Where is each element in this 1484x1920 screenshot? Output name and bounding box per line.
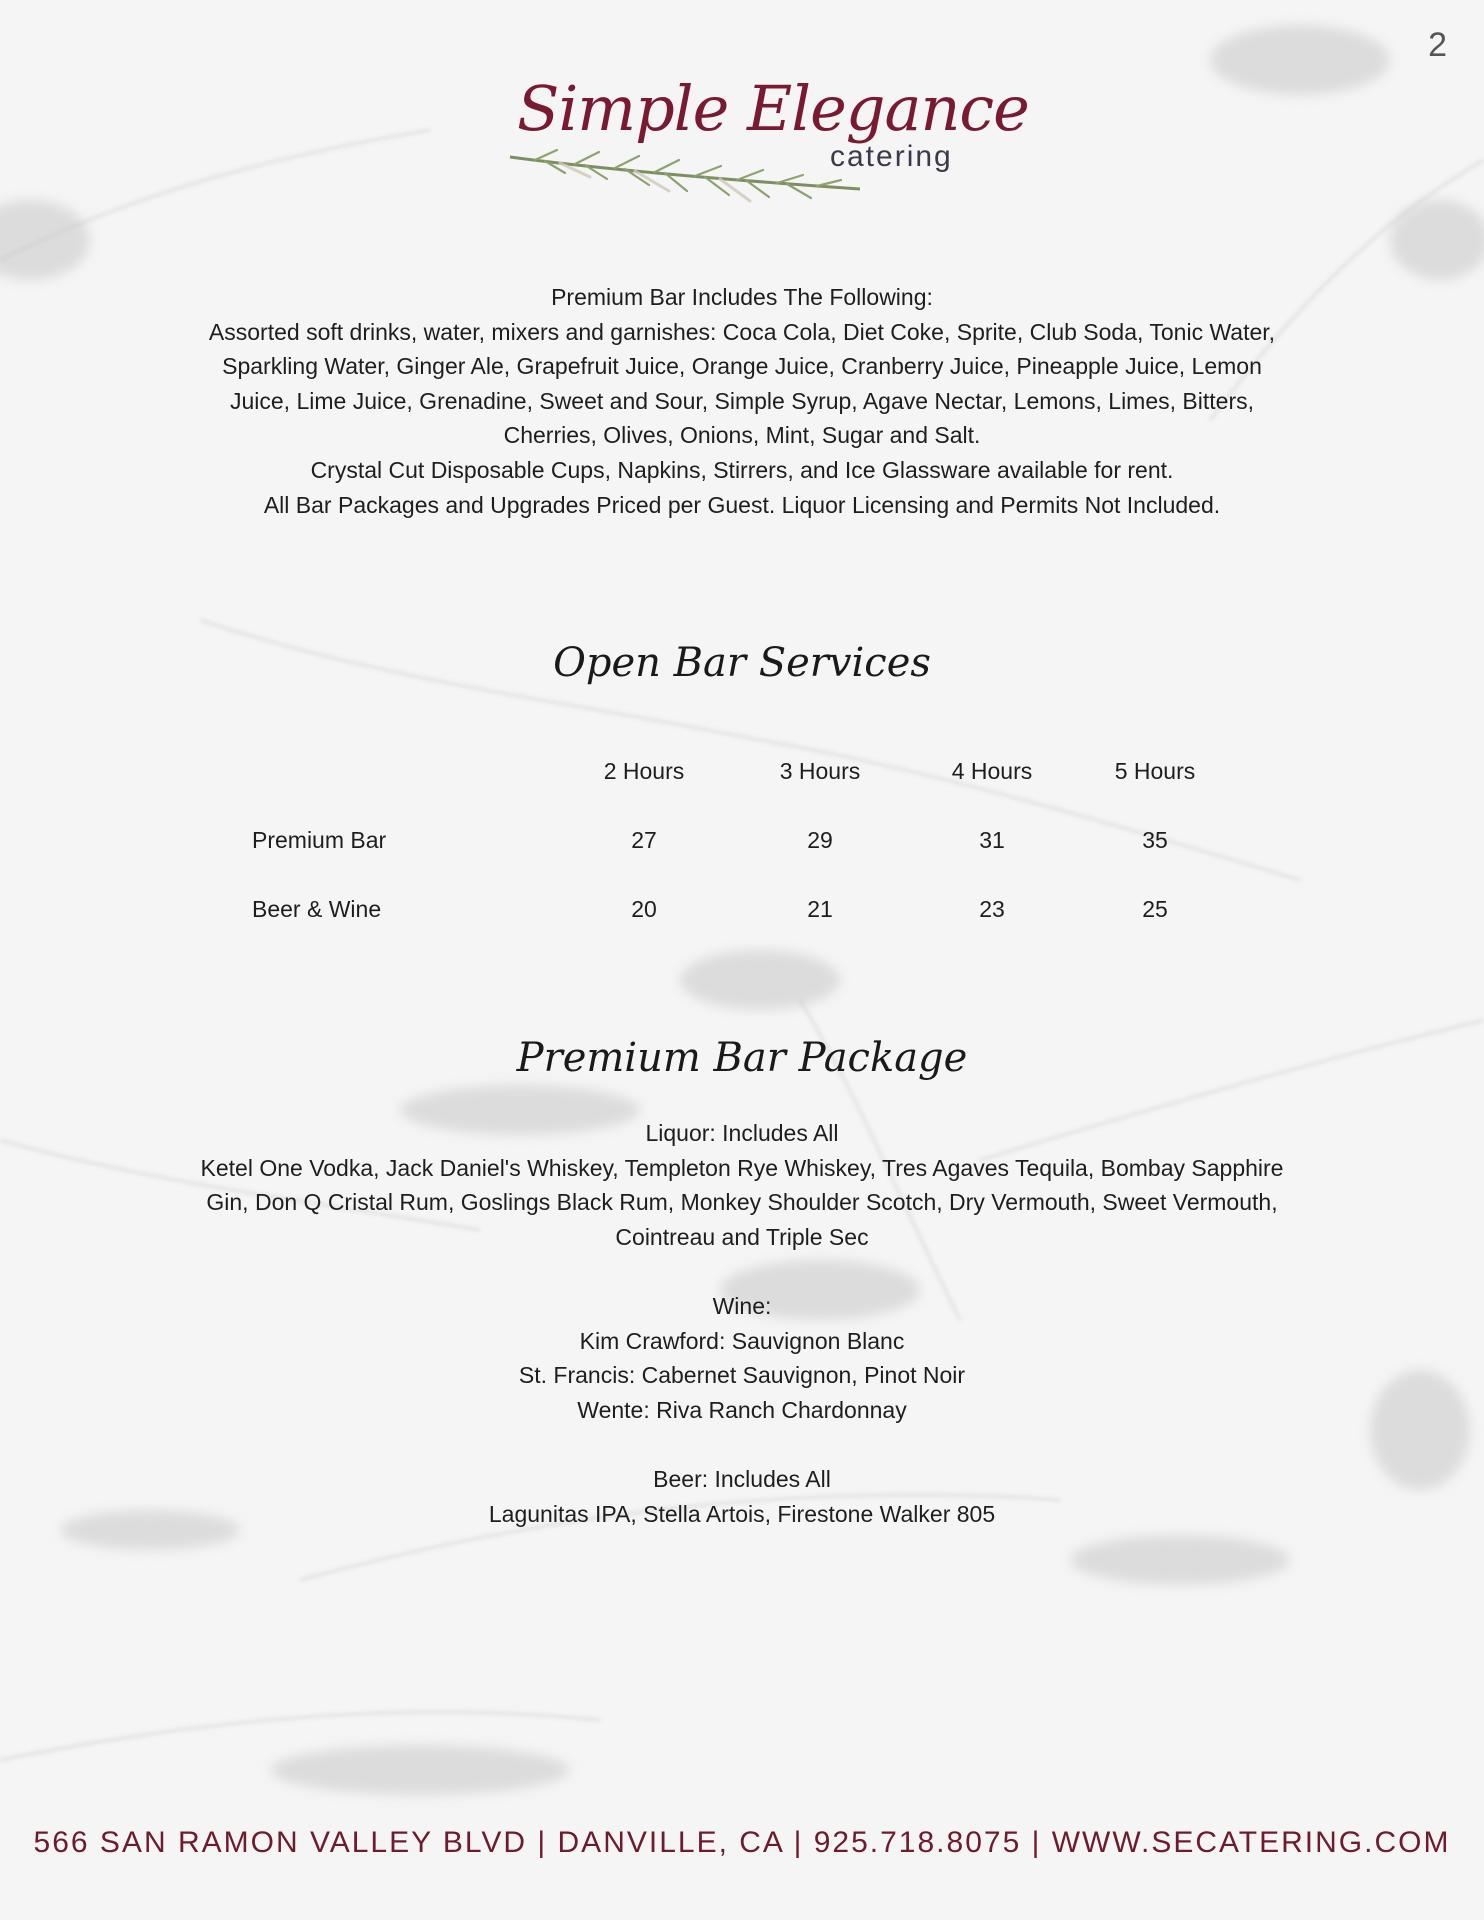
- brand-logo: [505, 72, 1029, 222]
- intro-line: Assorted soft drinks, water, mixers and garnishes: Coca Cola, Diet Coke, Sprite, Club Soda, Tonic Water,: [208, 318, 1276, 345]
- price-cell: 35: [1142, 827, 1168, 853]
- wine-line: St. Francis: Cabernet Sauvignon, Pinot Noir: [518, 1362, 966, 1389]
- price-cell: 31: [979, 827, 1005, 853]
- premium-bar-intro: [0, 280, 1484, 522]
- footer-contact: 566 SAN RAMON VALLEY BLVD | DANVILLE, CA | 925.718.8075 | WWW.SECATERING.COM: [33, 1826, 1451, 1859]
- brand-subtitle: catering: [830, 140, 953, 173]
- price-cell: 25: [1142, 896, 1168, 922]
- premium-package-details: [0, 1116, 1484, 1531]
- beer-heading: Beer: Includes All: [653, 1465, 831, 1492]
- intro-line: All Bar Packages and Upgrades Priced per Guest. Liquor Licensing and Permits Not Included.: [263, 491, 1221, 518]
- beer-line: Lagunitas IPA, Stella Artois, Firestone Walker 805: [488, 1500, 996, 1527]
- row-label-premium-bar: Premium Bar: [252, 827, 387, 853]
- column-header: 3 Hours: [779, 758, 861, 784]
- intro-line: Sparkling Water, Ginger Ale, Grapefruit Juice, Orange Juice, Cranberry Juice, Pineapple Juice, Lemon: [222, 353, 1262, 380]
- column-header: 2 Hours: [603, 758, 685, 784]
- wine-heading: Wine:: [712, 1292, 772, 1319]
- page-number: 2: [1428, 26, 1447, 64]
- intro-line: Juice, Lime Juice, Grenadine, Sweet and Sour, Simple Syrup, Agave Nectar, Lemons, Limes, Bitters,: [229, 387, 1254, 414]
- price-cell: 27: [631, 827, 657, 853]
- price-cell: 21: [807, 896, 833, 922]
- price-cell: 23: [979, 896, 1005, 922]
- liquor-line: Gin, Don Q Cristal Rum, Goslings Black Rum, Monkey Shoulder Scotch, Dry Vermouth, Sweet Vermouth,: [206, 1189, 1278, 1216]
- open-bar-title: Open Bar Services: [553, 640, 931, 686]
- price-cell: 29: [807, 827, 833, 853]
- premium-package-title: Premium Bar Package: [516, 1035, 968, 1081]
- wine-line: Wente: Riva Ranch Chardonnay: [577, 1396, 907, 1423]
- price-cell: 20: [631, 896, 657, 922]
- wine-line: Kim Crawford: Sauvignon Blanc: [579, 1327, 905, 1354]
- liquor-line: Ketel One Vodka, Jack Daniel's Whiskey, Templeton Rye Whiskey, Tres Agaves Tequila, Bombay Sapphire: [200, 1154, 1284, 1181]
- intro-heading: Premium Bar Includes The Following:: [551, 284, 933, 310]
- brand-name: Simple Elegance: [517, 72, 1029, 145]
- liquor-line: Cointreau and Triple Sec: [615, 1223, 869, 1250]
- intro-line: Crystal Cut Disposable Cups, Napkins, Stirrers, and Ice Glassware available for rent.: [310, 456, 1174, 483]
- intro-line: Cherries, Olives, Onions, Mint, Sugar and Salt.: [503, 422, 981, 449]
- liquor-heading: Liquor: Includes All: [645, 1120, 839, 1146]
- column-header: 5 Hours: [1114, 758, 1196, 784]
- row-label-beer-wine: Beer & Wine: [252, 896, 382, 922]
- column-header: 4 Hours: [951, 758, 1033, 784]
